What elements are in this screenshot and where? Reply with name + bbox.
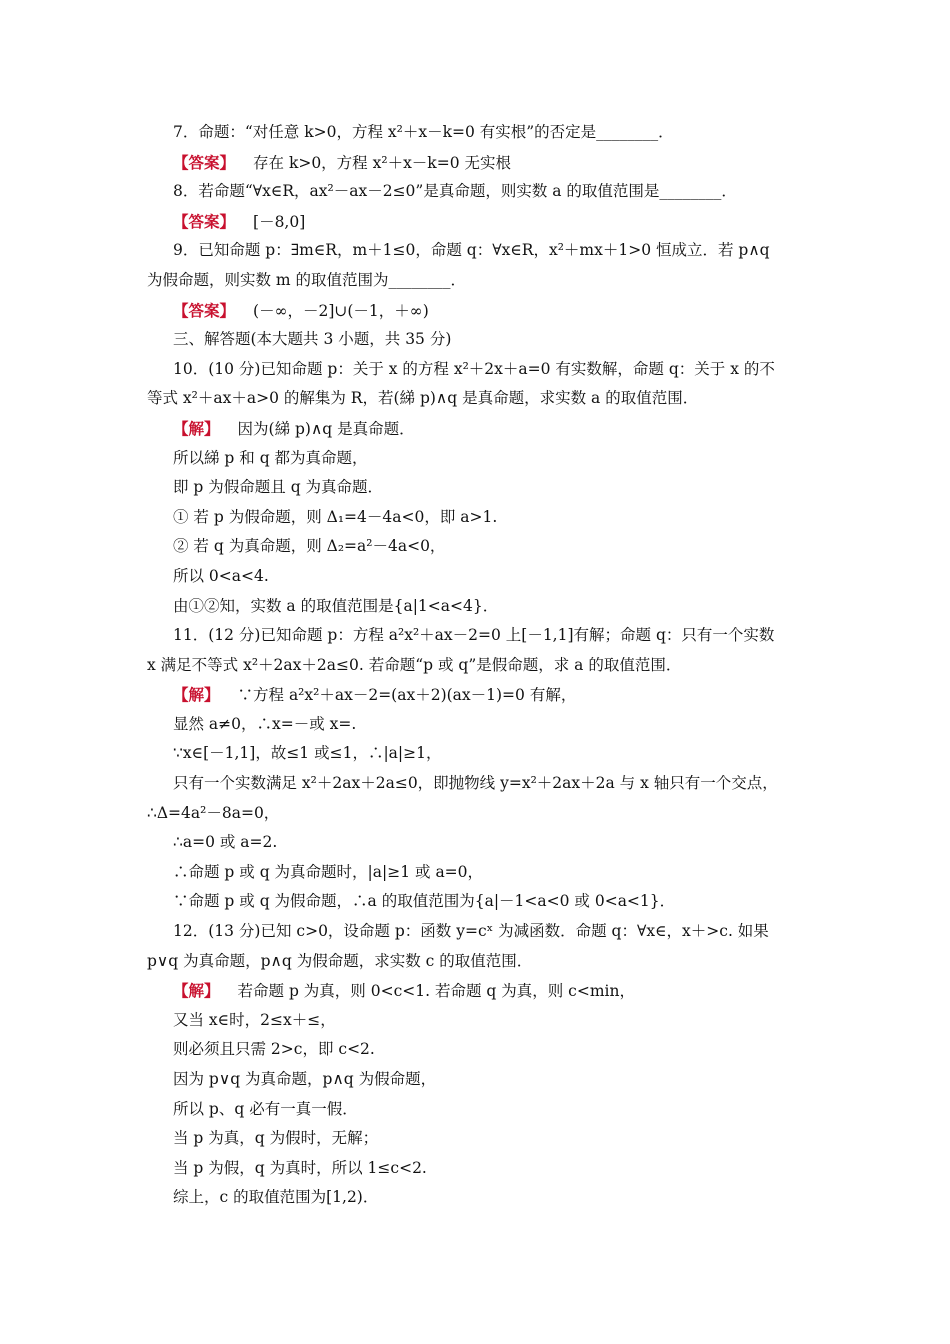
- line-text: 等式 x²＋ax＋a>0 的解集为 R，若(綈 p)∧q 是真命题，求实数 a 的取值范围．: [147, 389, 699, 408]
- line-text: 11．(12 分)已知命题 p：方程 a²x²＋ax－2=0 上[－1,1]有解；命题 q：只有一个实数: [173, 626, 775, 645]
- q12-solution-4: [147, 1065, 807, 1095]
- q12-solution-2: [147, 1006, 807, 1036]
- q11-line-1: [147, 621, 807, 651]
- q12-solution-5: [147, 1095, 807, 1125]
- line-text: 三、解答题(本大题共 3 小题，共 35 分): [173, 330, 452, 349]
- q9-line-1: [147, 236, 807, 266]
- line-text: ① 若 p 为假命题，则 Δ₁=4－4a<0，即 a>1.: [173, 507, 498, 526]
- section-heading: [147, 325, 807, 355]
- line-text: 所以 0<a<4.: [173, 566, 269, 585]
- line-text: ∵x∈[－1,1]，故≤1 或≤1，∴|a|≥1，: [173, 744, 442, 763]
- q10-solution-1: [147, 414, 807, 444]
- q11-solution-4: [147, 769, 807, 799]
- line-text: 综上，c 的取值范围为[1,2)．: [173, 1188, 379, 1207]
- answer-tag: 【答案】: [173, 300, 236, 320]
- line-text: ② 若 q 为真命题，则 Δ₂=a²－4a<0，: [173, 537, 446, 556]
- q9-answer: [147, 296, 807, 326]
- q10-solution-5: [147, 532, 807, 562]
- line-text: ∴a=0 或 a=2.: [173, 833, 278, 852]
- line-text: 即 p 为假命题且 q 为真命题．: [173, 478, 384, 497]
- q10-line-2: [147, 384, 807, 414]
- q11-solution-2: [147, 710, 807, 740]
- line-text: 当 p 为真，q 为假时，无解；: [173, 1129, 379, 1148]
- line-text: 7．命题：“对任意 k>0，方程 x²＋x－k=0 有实根”的否定是________．: [173, 123, 674, 141]
- solution-tag: 【解】: [173, 981, 220, 1001]
- q9-line-2: [147, 266, 807, 296]
- q8-answer: [147, 207, 807, 237]
- q11-line-2: [147, 651, 807, 681]
- q10-solution-7: [147, 592, 807, 622]
- q10-line-1: [147, 355, 807, 385]
- line-text: 8．若命题“∀x∈R，ax²－ax－2≤0”是真命题，则实数 a 的取值范围是________．: [173, 182, 737, 201]
- line-text: 因为(綈 p)∧q 是真命题．: [237, 419, 415, 438]
- line-text: (－∞，－2]∪(－1，＋∞): [253, 301, 429, 320]
- line-text: ∴Δ=4a²－8a=0，: [147, 803, 280, 822]
- line-text: 则必须且只需 2>c，即 c<2.: [173, 1040, 375, 1059]
- q7-line: [147, 118, 807, 148]
- solution-tag: 【解】: [173, 418, 220, 438]
- line-text: 只有一个实数满足 x²＋2ax＋2a≤0，即抛物线 y=x²＋2ax＋2a 与 x 轴只有一个交点，: [173, 774, 778, 793]
- q10-solution-2: [147, 444, 807, 474]
- line-text: [－8,0]: [253, 212, 306, 231]
- line-text: 为假命题，则实数 m 的取值范围为________．: [147, 270, 467, 289]
- q11-solution-1: [147, 680, 807, 710]
- q10-solution-3: [147, 473, 807, 503]
- q10-solution-6: [147, 562, 807, 592]
- q12-solution-3: [147, 1035, 807, 1065]
- line-text: ∴命题 p 或 q 为真命题时，|a|≥1 或 a=0，: [173, 862, 484, 881]
- q12-solution-8: [147, 1183, 807, 1213]
- line-text: 因为 p∨q 为真命题，p∧q 为假命题，: [173, 1070, 437, 1088]
- document-body: [147, 118, 807, 1213]
- line-text: ∵命题 p 或 q 为假命题，∴a 的取值范围为{a|－1<a<0 或 0<a<1}．: [173, 892, 676, 911]
- q7-answer: [147, 148, 807, 178]
- q11-solution-3: [147, 739, 807, 769]
- q10-solution-4: [147, 503, 807, 533]
- q12-solution-6: [147, 1124, 807, 1154]
- solution-tag: 【解】: [173, 685, 220, 705]
- line-text: 由①②知，实数 a 的取值范围是{a|1<a<4}．: [173, 596, 499, 615]
- line-text: p∨q 为真命题，p∧q 为假命题，求实数 c 的取值范围．: [147, 951, 533, 970]
- line-text: 所以綈 p 和 q 都为真命题，: [173, 448, 368, 467]
- answer-tag: 【答案】: [173, 152, 236, 172]
- line-text: 当 p 为假，q 为真时，所以 1≤c<2.: [173, 1158, 427, 1177]
- q12-line-2: [147, 947, 807, 977]
- line-text: x 满足不等式 x²＋2ax＋2a≤0. 若命题“p 或 q”是假命题，求 a 的取值范围．: [147, 655, 682, 674]
- line-text: 12．(13 分)已知 c>0，设命题 p：函数 y=cˣ 为减函数．命题 q：∀x∈，x＋>c. 如果: [173, 922, 769, 941]
- line-text: 又当 x∈时，2≤x＋≤，: [173, 1010, 336, 1029]
- q12-solution-7: [147, 1154, 807, 1184]
- q12-line-1: [147, 917, 807, 947]
- q8-line: [147, 177, 807, 207]
- q11-solution-7: [147, 858, 807, 888]
- q12-solution-1: [147, 976, 807, 1006]
- line-text: 显然 a≠0，∴x=－或 x=.: [173, 714, 357, 733]
- line-text: ∵方程 a²x²＋ax－2=(ax＋2)(ax－1)=0 有解，: [237, 686, 577, 705]
- line-text: 所以 p、q 必有一真一假．: [173, 1099, 358, 1118]
- line-text: 若命题 p 为真，则 0<c<1. 若命题 q 为真，则 c<min，: [237, 982, 635, 1001]
- line-text: 存在 k>0，方程 x²＋x－k=0 无实根: [253, 153, 511, 172]
- q11-solution-8: [147, 887, 807, 917]
- q11-solution-6: [147, 828, 807, 858]
- answer-tag: 【答案】: [173, 211, 236, 231]
- line-text: 10．(10 分)已知命题 p：关于 x 的方程 x²＋2x＋a=0 有实数解，命题 q：关于 x 的不: [173, 359, 775, 378]
- line-text: 9．已知命题 p：∃m∈R，m＋1≤0，命题 q：∀x∈R，x²＋mx＋1>0 恒成立．若 p∧q: [173, 241, 770, 260]
- q11-solution-5: [147, 799, 807, 829]
